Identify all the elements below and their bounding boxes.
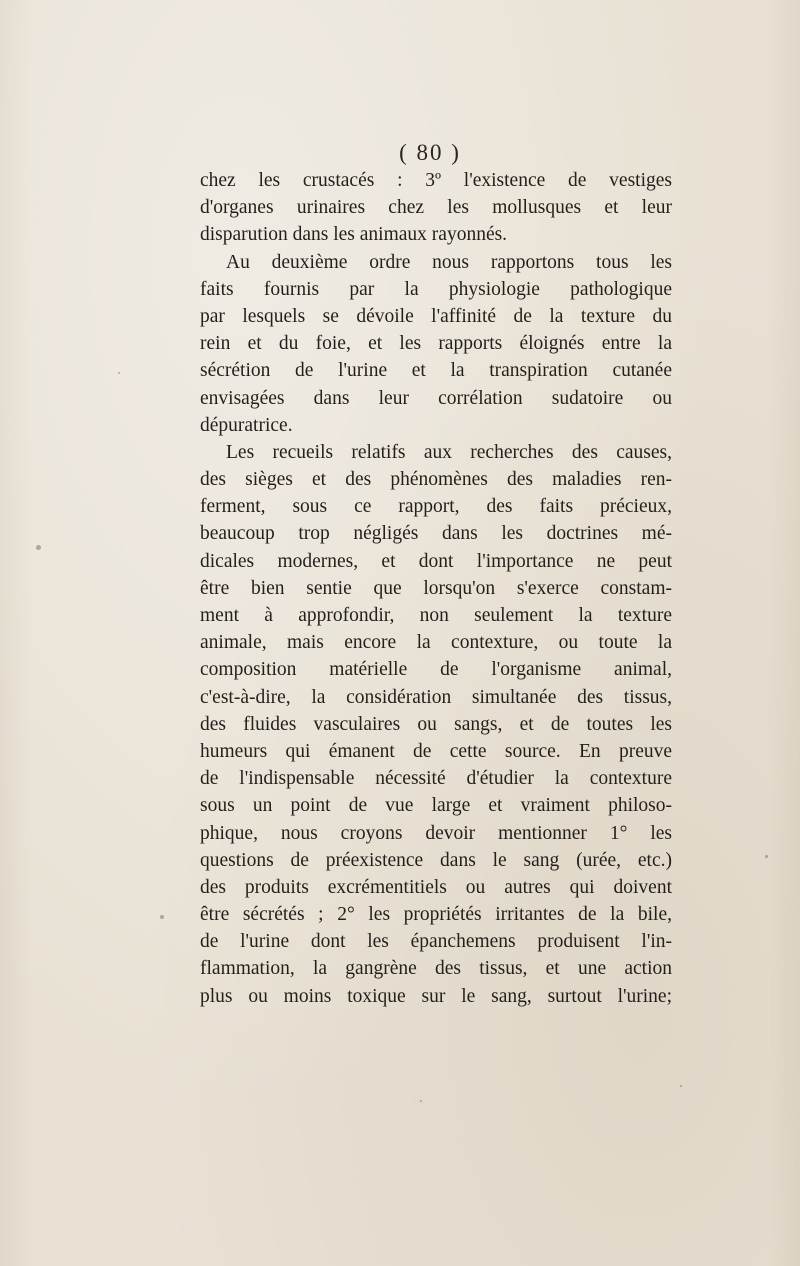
paper-speck: [118, 372, 120, 374]
text-line: humeurs qui émanent de cette source. En preuve: [200, 740, 672, 762]
text-line: des sièges et des phénomènes des maladies ren-: [200, 469, 672, 491]
text-line: des fluides vasculaires ou sangs, et de toutes les: [200, 713, 672, 735]
paper-speck: [160, 915, 164, 919]
body-text: [200, 167, 672, 1010]
text-line: dicales modernes, et dont l'importance ne peut: [200, 550, 672, 572]
text-line: flammation, la gangrène des tissus, et une action: [200, 958, 672, 980]
text-line: ment à approfondir, non seulement la texture: [200, 605, 672, 626]
text-line: de l'urine dont les épanchemens produisent l'in-: [200, 931, 672, 953]
text-line: envisagées dans leur corrélation sudatoire ou: [200, 387, 672, 409]
text-line: Les recueils relatifs aux recherches des causes,: [226, 441, 672, 463]
text-line: de l'indispensable nécessité d'étudier la contexture: [200, 768, 672, 790]
text-line: plus ou moins toxique sur le sang, surtout l'urine;: [200, 985, 672, 1007]
text-line: être sécrétés ; 2° les propriétés irritantes de la bile,: [200, 904, 672, 926]
text-line: d'organes urinaires chez les mollusques et leur: [200, 197, 672, 219]
text-line: composition matérielle de l'organisme animal,: [200, 659, 672, 681]
text-line: disparution dans les animaux rayonnés.: [200, 224, 508, 246]
text-line: ferment, sous ce rapport, des faits précieux,: [200, 496, 672, 518]
text-line: chez les crustacés : 3º l'existence de vestiges: [200, 170, 672, 191]
paper-speck: [36, 545, 41, 550]
text-line: par lesquels se dévoile l'affinité de la texture du: [200, 305, 672, 327]
page-number: ( 80 ): [399, 140, 461, 165]
text-line: des produits excrémentitiels ou autres qui doivent: [200, 876, 672, 898]
text-line: questions de préexistence dans le sang (urée, etc.): [200, 849, 672, 871]
paper-speck: [680, 1085, 682, 1087]
text-line: phique, nous croyons devoir mentionner 1° les: [200, 822, 672, 844]
text-line: sous un point de vue large et vraiment philoso-: [200, 795, 672, 817]
text-line: beaucoup trop négligés dans les doctrines mé-: [200, 523, 672, 545]
paper-speck: [765, 855, 768, 858]
text-line: c'est-à-dire, la considération simultanée des tissus,: [200, 686, 672, 708]
paper-speck: [420, 1100, 422, 1102]
text-line: sécrétion de l'urine et la transpiration cutanée: [200, 360, 672, 382]
text-line: être bien sentie que lorsqu'on s'exerce constam-: [200, 577, 672, 599]
text-line: animale, mais encore la contexture, ou toute la: [200, 632, 672, 654]
text-line: rein et du foie, et les rapports éloignés entre la: [200, 333, 672, 355]
text-line: Au deuxième ordre nous rapportons tous les: [226, 251, 672, 273]
text-line: faits fournis par la physiologie pathologique: [200, 278, 672, 300]
text-line: dépuratrice.: [200, 414, 293, 436]
